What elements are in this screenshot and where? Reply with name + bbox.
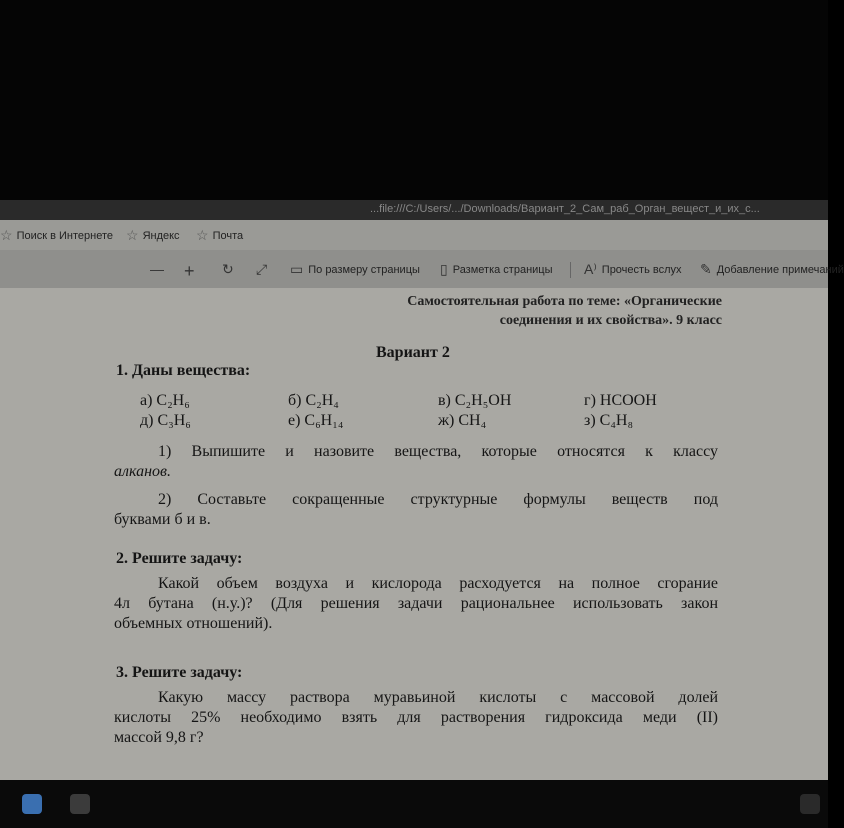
task-1-1: 1) Выпишите и назовите вещества, которые относятся к классу алканов. bbox=[114, 443, 718, 480]
substance-item: а) C₂H₆ bbox=[140, 392, 190, 409]
question-1-title: 1. Даны вещества: bbox=[116, 362, 251, 379]
dark-background bbox=[0, 0, 828, 212]
substance-item: д) C₃H₆ bbox=[140, 412, 191, 429]
star-icon: ☆ bbox=[0, 227, 13, 243]
variant-title: Вариант 2 bbox=[376, 344, 450, 361]
address-text: ...file:///C:/Users/.../Downloads/Вариант_2_Сам_раб_Орган_вещест_и_их_с... bbox=[370, 203, 760, 215]
substance-item: е) C₆H₁₄ bbox=[288, 412, 344, 429]
favorites-bar bbox=[0, 220, 828, 250]
pen-icon: ✎ bbox=[700, 261, 712, 277]
question-3-text: Какую массу раствора муравьиной кислоты с массовой долей кислоты 25% необходимо взять для растворения гидроксида меди (II) массой 9,8 г? bbox=[114, 689, 718, 746]
zoom-out-button[interactable]: — bbox=[150, 261, 164, 277]
tray-icon[interactable] bbox=[800, 794, 820, 814]
app-icon[interactable] bbox=[70, 794, 90, 814]
substance-item: з) C₄H₈ bbox=[584, 412, 634, 429]
substance-item: в) C₂H₅OH bbox=[438, 392, 512, 409]
fit-page-icon: ▭ bbox=[290, 261, 304, 277]
add-notes-button[interactable]: ✎ Добавление примечаний bbox=[700, 261, 844, 277]
read-aloud-icon: A⁾ bbox=[584, 261, 597, 277]
favorite-search[interactable] bbox=[0, 227, 113, 244]
favorite-label: Почта bbox=[212, 229, 244, 242]
substance-item: ж) CH₄ bbox=[438, 412, 487, 429]
question-2-title: 2. Решите задачу: bbox=[116, 550, 243, 567]
taskbar bbox=[0, 780, 828, 828]
rotate-icon: ↻ bbox=[222, 261, 234, 277]
start-icon[interactable] bbox=[22, 794, 42, 814]
fullscreen-button[interactable] bbox=[256, 261, 267, 278]
document-page bbox=[0, 288, 828, 780]
toolbar-divider bbox=[570, 262, 571, 278]
pdf-toolbar bbox=[0, 250, 844, 288]
favorite-label: Яндекс bbox=[142, 229, 180, 242]
star-icon: ☆ bbox=[196, 227, 209, 243]
task-1-2: 2) Составьте сокращенные структурные формулы веществ под буквами б и в. bbox=[114, 491, 718, 528]
question-2-text: Какой объем воздуха и кислорода расходуется на полное сгорание 4л бутана (н.у.)? (Для решения задачи рациональнее использовать закон объемных отношений). bbox=[114, 575, 718, 632]
substance-item: б) C₂H₄ bbox=[288, 392, 339, 409]
address-bar[interactable] bbox=[0, 200, 828, 220]
expand-icon: ⤢ bbox=[256, 261, 268, 277]
zoom-in-button[interactable]: + bbox=[184, 261, 195, 281]
read-aloud-button[interactable]: A⁾ Прочесть вслух bbox=[584, 261, 682, 277]
favorite-label: Поиск в Интернете bbox=[16, 229, 113, 242]
page-layout-button[interactable]: ▯ Разметка страницы bbox=[440, 261, 553, 277]
rotate-button[interactable] bbox=[222, 261, 234, 278]
page-layout-icon: ▯ bbox=[440, 261, 448, 277]
fit-page-button[interactable]: ▭ По размеру страницы bbox=[290, 261, 420, 277]
document-header: Самостоятельная работа по теме: «Органические соединения и их свойства». 9 класс bbox=[407, 294, 722, 328]
star-icon: ☆ bbox=[126, 227, 139, 243]
favorite-mail[interactable] bbox=[196, 227, 243, 244]
substance-item: г) HCOOH bbox=[584, 392, 657, 409]
favorite-yandex[interactable] bbox=[126, 227, 180, 244]
question-3-title: 3. Решите задачу: bbox=[116, 664, 243, 681]
